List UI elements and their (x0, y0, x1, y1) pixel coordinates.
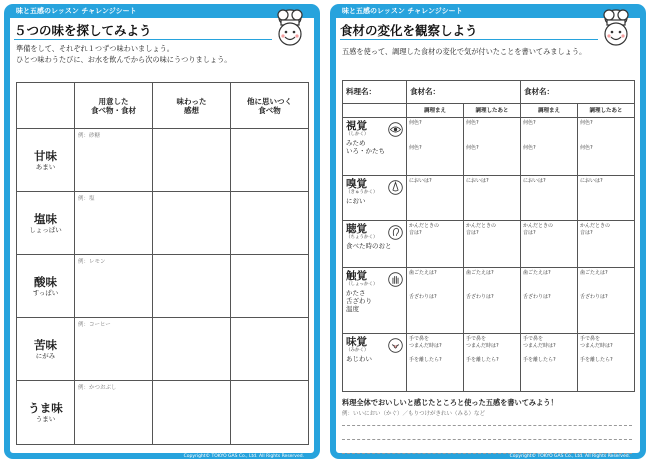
taste-name: 甘味 (34, 148, 57, 163)
answer-cell[interactable] (464, 176, 521, 221)
summary-title: 料理全体でおいしいと感じたところと使った五感を書いてみよう！ (342, 398, 558, 407)
prompt-text: 手で鼻を つまんだ時は? (580, 336, 613, 349)
taste-label-cell (17, 192, 75, 255)
sense-reading: （しかく） (346, 132, 369, 138)
taste-row-umami (17, 381, 309, 445)
dish-name-cell[interactable] (343, 81, 407, 104)
taste-row-sour (17, 255, 309, 318)
sense-description: 食べた時のおと (346, 242, 392, 251)
sense-reading: （きゅうかく） (346, 190, 378, 196)
answer-cell[interactable] (464, 267, 521, 333)
hand-icon (387, 271, 404, 288)
prompt-text: 歯ごたえは? (409, 269, 437, 276)
sense-row-taste (343, 334, 635, 392)
taste-reading: しょっぱい (29, 225, 62, 234)
taste-row-bitter (17, 318, 309, 381)
impression-cell[interactable] (153, 255, 231, 318)
prompt-text: においは? (580, 178, 603, 185)
impression-cell[interactable] (153, 318, 231, 381)
taste-name: 苦味 (34, 337, 57, 352)
taste-label-cell (17, 318, 75, 381)
right-instruction: 五感を使って、調理した食材の変化で気が付いたことを書いてみましょう。 (342, 47, 587, 56)
prompt-text: 手で鼻を つまんだ時は? (409, 336, 442, 349)
nose-icon (387, 179, 404, 196)
ingredient-name-cell-1[interactable] (407, 81, 521, 104)
title-underline (14, 39, 272, 40)
answer-cell[interactable] (521, 176, 578, 221)
other-foods-cell[interactable] (231, 192, 309, 255)
example-text: 例：コーヒー (78, 322, 111, 328)
prompt-text: 手を離したら? (580, 357, 613, 364)
series-label: 味と五感のレッスン チャレンジシート (16, 7, 137, 15)
before-cooking-header: 調理まえ (407, 103, 464, 117)
ingredient-name-label: 食材名： (524, 87, 554, 97)
copyright-notice: Copyright© TOKYO GAS Co., Ltd. All Rights Reserved. (509, 454, 630, 459)
after-cooking-header: 調理したあと (464, 103, 521, 117)
taste-reading: にがみ (35, 351, 56, 360)
left-instruction-1: 準備をして、それぞれ１つずつ味わいましょう。 (16, 44, 174, 53)
other-foods-cell[interactable] (231, 255, 309, 318)
sense-row-smell (343, 176, 635, 221)
sense-name: 触覚 (346, 269, 367, 282)
answer-cell[interactable] (407, 176, 464, 221)
column-impression-label: 味わった 感想 (176, 96, 207, 115)
left-instruction-2: ひとつ味わうたびに、お水を飲んでから次の味にうつりましょう。 (16, 55, 232, 64)
example-text: 例：かつおぶし (78, 385, 117, 391)
impression-cell[interactable] (153, 381, 231, 445)
taste-row-sweet (17, 129, 309, 192)
prompt-text: 手で鼻を つまんだ時は? (523, 336, 556, 349)
left-sheet-title: ５つの味を探してみよう (14, 23, 152, 38)
impression-cell[interactable] (153, 129, 231, 192)
prompt-text: かんだときの 音は? (580, 223, 611, 236)
chef-mascot-icon (594, 6, 638, 50)
prompt-text: 何色? (466, 120, 479, 127)
answer-cell[interactable] (521, 267, 578, 333)
answer-cell[interactable] (578, 118, 635, 176)
taste-name: うま味 (28, 401, 63, 415)
sense-name: 聴覚 (346, 223, 367, 236)
taste-row-salty (17, 192, 309, 255)
series-label: 味と五感のレッスン チャレンジシート (342, 7, 463, 15)
prompt-text: 歯ごたえは? (523, 269, 551, 276)
prompt-text: 手を離したら? (409, 357, 442, 364)
column-other-foods-label: 他に思いつく 食べ物 (247, 96, 292, 115)
corner-cell (17, 83, 75, 129)
right-worksheet (330, 4, 646, 459)
sense-name: 味覚 (346, 336, 367, 349)
prompt-text: においは? (523, 178, 546, 185)
taste-label-cell (17, 129, 75, 192)
column-prepared-food-label: 用意した 食べ物・食材 (91, 96, 136, 115)
prompt-text: 舌ざわりは? (466, 294, 494, 301)
ear-icon (387, 224, 404, 241)
prompt-text: 何色? (409, 120, 422, 127)
example-text: 例：塩 (78, 196, 95, 202)
sense-description: におい (346, 197, 366, 206)
prompt-text: 手を離したら? (523, 357, 556, 364)
after-cooking-header: 調理したあと (578, 103, 635, 117)
answer-cell[interactable] (407, 221, 464, 267)
prompt-text: 手で鼻を つまんだ時は? (466, 336, 499, 349)
eye-icon (387, 121, 404, 138)
prepared-food-cell[interactable] (75, 192, 153, 255)
before-after-row (343, 103, 635, 117)
blank-cell (343, 103, 407, 117)
sense-row-touch (343, 267, 635, 333)
sense-label-cell (343, 118, 407, 176)
tongue-icon (387, 337, 404, 354)
prompt-text: かんだときの 音は? (409, 223, 440, 236)
prepared-food-cell[interactable] (75, 255, 153, 318)
sense-label-cell (343, 334, 407, 392)
other-foods-cell[interactable] (231, 129, 309, 192)
impression-cell[interactable] (153, 192, 231, 255)
prompt-text: 舌ざわりは? (523, 294, 551, 301)
answer-cell[interactable] (521, 221, 578, 267)
answer-cell[interactable] (464, 221, 521, 267)
column-impression (153, 83, 231, 129)
chef-mascot-icon (268, 6, 312, 50)
sense-reading: （みかく） (346, 348, 369, 354)
prompt-text: 何色? (466, 144, 479, 151)
taste-name: 酸味 (34, 274, 57, 289)
answer-cell[interactable] (407, 118, 464, 176)
prompt-text: 歯ごたえは? (580, 269, 608, 276)
answer-cell[interactable] (521, 118, 578, 176)
writing-line[interactable] (342, 439, 632, 440)
taste-label-cell (17, 381, 75, 445)
left-worksheet (4, 4, 320, 459)
right-sheet-title: 食材の変化を観察しよう (340, 23, 478, 38)
sense-name: 嗅覚 (346, 178, 367, 191)
prompt-text: 手を離したら? (466, 357, 499, 364)
answer-cell[interactable] (407, 267, 464, 333)
answer-cell[interactable] (578, 176, 635, 221)
prompt-text: 何色? (580, 120, 593, 127)
prompt-text: においは? (409, 178, 432, 185)
taste-reading: すっぱい (32, 288, 59, 297)
prompt-text: 何色? (523, 120, 536, 127)
taste-label-cell (17, 255, 75, 318)
dish-name-label: 料理名： (346, 87, 376, 97)
taste-table-header (17, 83, 309, 129)
taste-reading: うまい (35, 415, 56, 423)
prepared-food-cell[interactable] (75, 129, 153, 192)
example-text: 例：砂糖 (78, 133, 101, 139)
dish-ingredient-row (343, 81, 635, 104)
sense-label-cell (343, 267, 407, 333)
prompt-text: においは? (466, 178, 489, 185)
column-prepared-food (75, 83, 153, 129)
five-tastes-table (16, 82, 309, 445)
answer-cell[interactable] (464, 118, 521, 176)
prompt-text: 歯ごたえは? (466, 269, 494, 276)
sense-description: みため いろ・かたち (346, 139, 385, 156)
prompt-text: 舌ざわりは? (409, 294, 437, 301)
five-senses-table (342, 80, 635, 392)
ingredient-name-label: 食材名： (410, 87, 440, 97)
answer-cell[interactable] (578, 267, 635, 333)
other-foods-cell[interactable] (231, 381, 309, 445)
before-cooking-header: 調理まえ (521, 103, 578, 117)
writing-line[interactable] (342, 425, 632, 426)
sense-reading: （しょっかく） (346, 281, 378, 287)
taste-name: 塩味 (34, 211, 57, 226)
prompt-text: 舌ざわりは? (580, 294, 608, 301)
prepared-food-cell[interactable] (75, 381, 153, 445)
sense-label-cell (343, 221, 407, 267)
prompt-text: かんだときの 音は? (523, 223, 554, 236)
prompt-text: 何色? (523, 144, 536, 151)
example-text: 例：レモン (78, 259, 106, 265)
sense-description: あじわい (346, 355, 372, 364)
answer-cell[interactable] (407, 334, 464, 392)
prompt-text: かんだときの 音は? (466, 223, 497, 236)
prompt-text: 何色? (409, 144, 422, 151)
summary-example: 例：いいにおい（かぐ）／もりつけがきれい（みる）など (342, 411, 486, 417)
sense-description: かたさ 舌ざわり 温度 (346, 288, 372, 313)
ingredient-name-cell-2[interactable] (521, 81, 635, 104)
answer-cell[interactable] (578, 334, 635, 392)
taste-reading: あまい (35, 162, 56, 171)
title-underline (340, 39, 598, 40)
sense-label-cell (343, 176, 407, 221)
column-other-foods (231, 83, 309, 129)
sense-row-sight (343, 118, 635, 176)
answer-cell[interactable] (464, 334, 521, 392)
sense-row-hearing (343, 221, 635, 267)
sense-reading: （ちょうかく） (346, 235, 378, 241)
answer-cell[interactable] (578, 221, 635, 267)
answer-cell[interactable] (521, 334, 578, 392)
prepared-food-cell[interactable] (75, 318, 153, 381)
copyright-notice: Copyright© TOKYO GAS Co., Ltd. All Rights Reserved. (183, 454, 304, 459)
other-foods-cell[interactable] (231, 318, 309, 381)
prompt-text: 何色? (580, 144, 593, 151)
sense-name: 視覚 (346, 120, 367, 133)
